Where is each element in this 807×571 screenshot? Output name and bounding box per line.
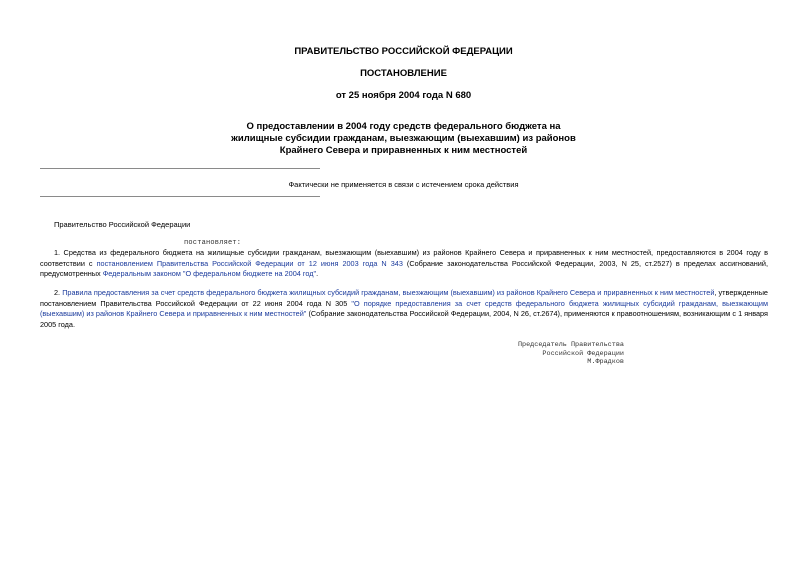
document-date-number: от 25 ноября 2004 года N 680 [335, 90, 472, 101]
status-note: Фактически не применяется в связи с истечением срока действия [288, 180, 519, 189]
link-decree-343[interactable]: постановлением Правительства Российской Федерации от 12 июня 2003 года N 343 [96, 258, 403, 268]
decrees-word: постановляет: [184, 239, 242, 247]
paragraph-2-text-b: , утвержденные постановлением Правительства Российской Федерации от 22 июня 2004 года N 305 [40, 288, 768, 308]
issuing-authority: ПРАВИТЕЛЬСТВО РОССИЙСКОЙ ФЕДЕРАЦИИ [294, 46, 513, 57]
title-line-2: жилищные субсидии гражданам, выезжающим (выехавшим) из районов [231, 133, 576, 144]
title-line-3: Крайнего Севера и приравненных к ним местностей [279, 145, 528, 156]
paragraph-1-text-c: . [316, 269, 319, 278]
document-type: ПОСТАНОВЛЕНИЕ [360, 68, 447, 79]
top-divider [40, 168, 320, 169]
signature-country: Российской Федерации [542, 349, 624, 358]
title-line-1: О предоставлении в 2004 году средств федерального бюджета на [246, 121, 561, 132]
paragraph-1-text-b: (Собрание законодательства Российской Федерации, 2003, N 25, ст.2527) в пределах ассигнований, предусмотренных [40, 258, 768, 278]
issuer-line: Правительство Российской Федерации [54, 220, 191, 229]
paragraph-1-text-a: 1. Средства из федерального бюджета на жилищные субсидии гражданам, выезжающим (выехавшим) из районов Крайнего Севера и приравненных к ним местностей, предоставляются в 2004 году в соответствии с [40, 248, 768, 268]
paragraph-2 [40, 288, 768, 330]
signature-name: М.Фрадков [587, 358, 624, 367]
paragraph-2-text-a: 2. [54, 288, 63, 297]
link-budget-law-2004[interactable]: Федеральным законом "О федеральном бюджете на 2004 год" [102, 269, 317, 278]
signature-title: Председатель Правительства [517, 341, 624, 349]
signature-block [500, 341, 624, 367]
paragraph-1 [40, 248, 768, 280]
paragraph-2-text-c: (Собрание законодательства Российской Федерации, 2004, N 26, ст.2674), применяются к правоотношениям, возникающим с 1 января 2005 года. [40, 309, 768, 329]
link-subsidy-rules[interactable]: Правила предоставления за счет средств федерального бюджета жилищных субсидий гражданам, выезжающим (выехавшим) из районов Крайнего Севера и приравненных к ним местностей [62, 288, 715, 297]
link-decree-305[interactable]: "О порядке предоставления за счет средств федерального бюджета жилищных субсидий гражданам, выезжающим (выехавшим) из районов Крайнего Севера и приравненных к ним местностей" [40, 298, 768, 318]
document-title [0, 121, 807, 157]
bottom-divider [40, 196, 320, 197]
